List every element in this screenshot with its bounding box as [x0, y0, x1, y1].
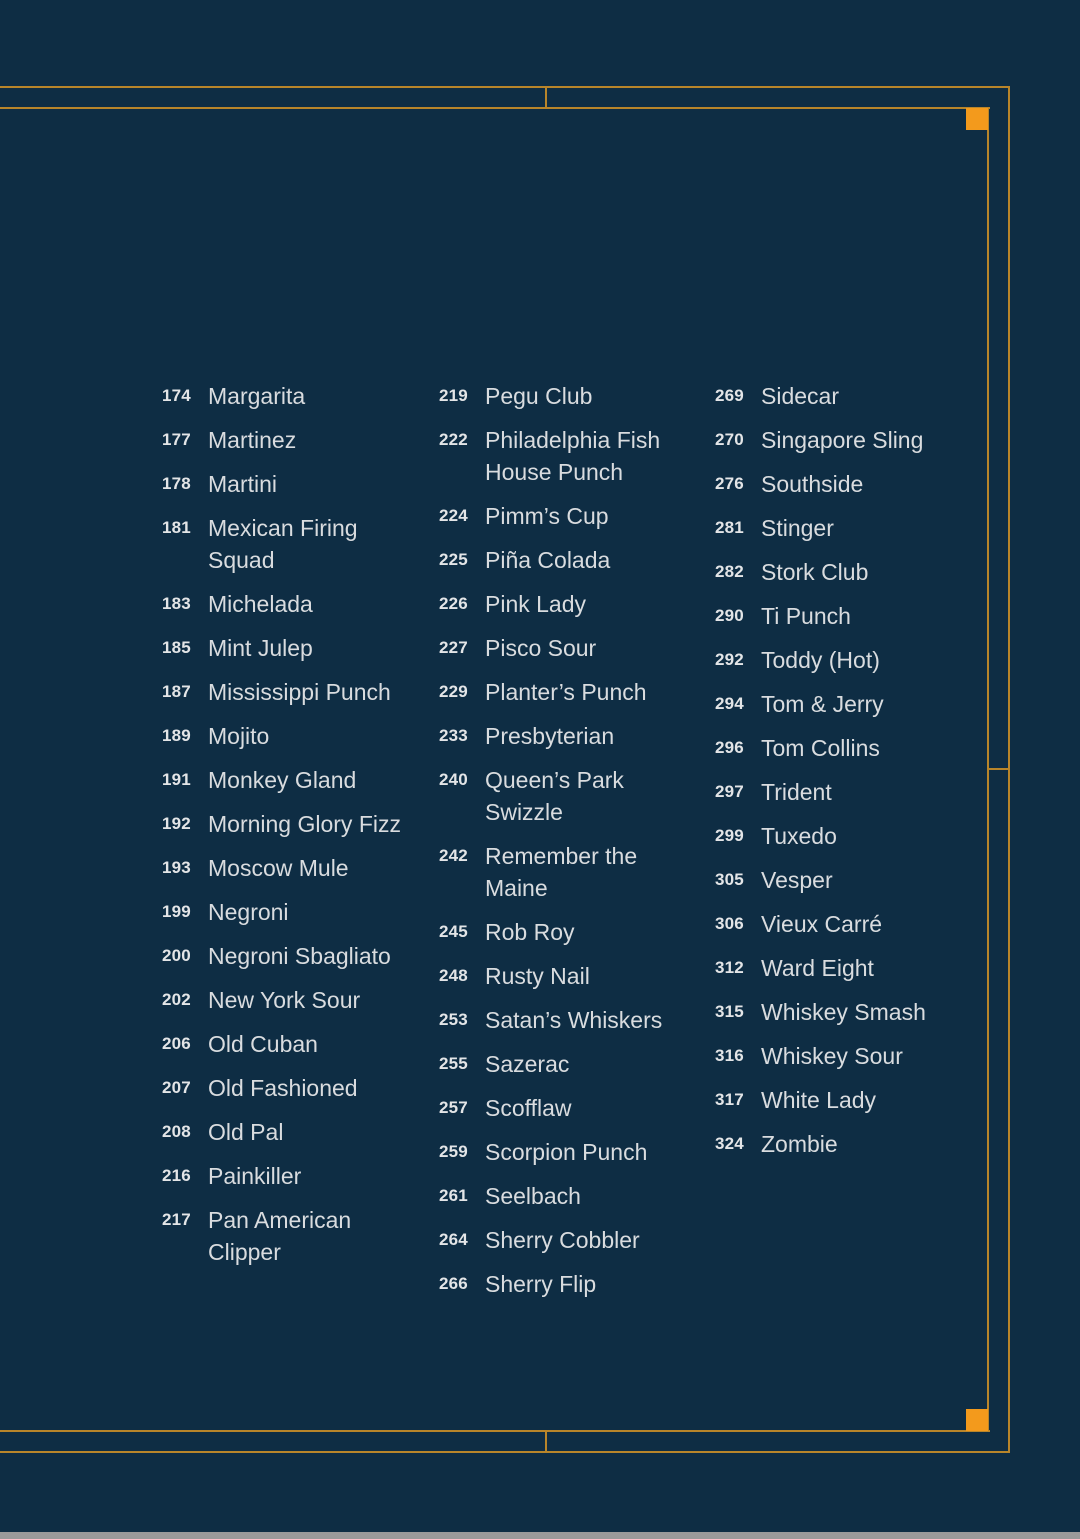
frame-bottom-tick: [545, 1430, 547, 1453]
index-entry: [715, 1084, 985, 1116]
index-entry: [715, 908, 985, 940]
page-number: 200: [162, 946, 191, 965]
page-number: 297: [715, 782, 744, 801]
index-entry: [439, 840, 709, 904]
index-column-2: [439, 380, 709, 1312]
cocktail-name: Whiskey Smash: [761, 999, 926, 1025]
cocktail-name: Mexican Firing Squad: [208, 515, 358, 573]
cocktail-name: Painkiller: [208, 1163, 302, 1189]
cocktail-name: Pink Lady: [485, 591, 587, 617]
cocktail-name: Michelada: [208, 591, 313, 617]
page-number: 299: [715, 826, 744, 845]
index-entry: [162, 984, 432, 1016]
cocktail-name: New York Sour: [208, 987, 361, 1013]
page-number: 192: [162, 814, 191, 833]
index-entry: [715, 1128, 985, 1160]
cocktail-name: Negroni: [208, 899, 289, 925]
page-number: 281: [715, 518, 744, 537]
index-entry: [715, 864, 985, 896]
page-number: 253: [439, 1010, 468, 1029]
page-number: 185: [162, 638, 191, 657]
index-entry: [162, 380, 432, 412]
page-number: 183: [162, 594, 191, 613]
index-entry: [439, 1048, 709, 1080]
frame-right-tick: [987, 768, 1010, 770]
page-number: 216: [162, 1166, 191, 1185]
index-entry: [715, 688, 985, 720]
page-number: 225: [439, 550, 468, 569]
page-number: 255: [439, 1054, 468, 1073]
index-entry: [439, 632, 709, 664]
page-number: 219: [439, 386, 468, 405]
corner-square-bottom: [966, 1409, 988, 1431]
page-number: 187: [162, 682, 191, 701]
page-number: 324: [715, 1134, 744, 1153]
cocktail-name: Tom Collins: [761, 735, 880, 761]
page-number: 305: [715, 870, 744, 889]
cocktail-name: Old Pal: [208, 1119, 284, 1145]
page-number: 206: [162, 1034, 191, 1053]
index-entry: [715, 732, 985, 764]
page-number: 292: [715, 650, 744, 669]
cocktail-name: Martinez: [208, 427, 297, 453]
index-entry: [162, 896, 432, 928]
page-number: 296: [715, 738, 744, 757]
page-number: 226: [439, 594, 468, 613]
page-number: 174: [162, 386, 191, 405]
index-entry: [162, 632, 432, 664]
cocktail-name: Pimm’s Cup: [485, 503, 609, 529]
cocktail-name: Scorpion Punch: [485, 1139, 648, 1165]
cocktail-name: Pisco Sour: [485, 635, 597, 661]
index-entry: [715, 512, 985, 544]
index-entry: [439, 544, 709, 576]
index-entry: [715, 996, 985, 1028]
cocktail-name: Whiskey Sour: [761, 1043, 903, 1069]
page-number: 261: [439, 1186, 468, 1205]
index-entry: [162, 852, 432, 884]
corner-square-top: [966, 108, 988, 130]
page-number: 315: [715, 1002, 744, 1021]
index-entry: [439, 1092, 709, 1124]
index-entry: [439, 380, 709, 412]
cocktail-name: Mojito: [208, 723, 270, 749]
cocktail-name: Singapore Sling: [761, 427, 924, 453]
frame-top-outer: [0, 86, 1010, 88]
page-number: 202: [162, 990, 191, 1009]
cocktail-name: Sidecar: [761, 383, 839, 409]
cocktail-name: Moscow Mule: [208, 855, 349, 881]
index-entry: [162, 940, 432, 972]
index-entry: [162, 1072, 432, 1104]
index-entry: [439, 1004, 709, 1036]
page-number: 306: [715, 914, 744, 933]
index-entry: [715, 600, 985, 632]
index-entry: [439, 1268, 709, 1300]
cocktail-name: Old Cuban: [208, 1031, 318, 1057]
page-number: 229: [439, 682, 468, 701]
page-number: 282: [715, 562, 744, 581]
page-number: 207: [162, 1078, 191, 1097]
page-number: 264: [439, 1230, 468, 1249]
page-number: 312: [715, 958, 744, 977]
index-entry: [439, 1224, 709, 1256]
page-number: 294: [715, 694, 744, 713]
index-entry: [162, 1116, 432, 1148]
page-number: 181: [162, 518, 191, 537]
index-entry: [162, 676, 432, 708]
index-entry: [439, 500, 709, 532]
page-number: 245: [439, 922, 468, 941]
page-number: 222: [439, 430, 468, 449]
cocktail-name: Negroni Sbagliato: [208, 943, 391, 969]
index-entry: [715, 644, 985, 676]
frame-bottom-outer: [0, 1451, 1010, 1453]
cocktail-name: Morning Glory Fizz: [208, 811, 401, 837]
page-number: 178: [162, 474, 191, 493]
cocktail-name: Planter’s Punch: [485, 679, 647, 705]
cocktail-name: Mint Julep: [208, 635, 313, 661]
bottom-edge-strip: [0, 1532, 1080, 1539]
cocktail-name: Philadelphia Fish House Punch: [485, 427, 661, 485]
index-entry: [715, 556, 985, 588]
index-entry: [439, 720, 709, 752]
frame-bottom-inner: [0, 1430, 990, 1432]
cocktail-name: Old Fashioned: [208, 1075, 358, 1101]
cocktail-name: Ti Punch: [761, 603, 851, 629]
cocktail-name: White Lady: [761, 1087, 877, 1113]
cocktail-name: Mississippi Punch: [208, 679, 391, 705]
index-entry: [162, 720, 432, 752]
index-entry: [162, 808, 432, 840]
cocktail-name: Martini: [208, 471, 278, 497]
cocktail-name: Tuxedo: [761, 823, 837, 849]
page-number: 227: [439, 638, 468, 657]
index-entry: [162, 588, 432, 620]
cocktail-name: Toddy (Hot): [761, 647, 880, 673]
page-number: 233: [439, 726, 468, 745]
index-entry: [162, 468, 432, 500]
index-entry: [162, 1160, 432, 1192]
index-entry: [439, 916, 709, 948]
frame-top-inner: [0, 107, 990, 109]
index-entry: [715, 1040, 985, 1072]
index-entry: [715, 776, 985, 808]
page-number: 248: [439, 966, 468, 985]
cocktail-name: Seelbach: [485, 1183, 581, 1209]
index-entry: [715, 952, 985, 984]
page-number: 199: [162, 902, 191, 921]
index-entry: [162, 1204, 432, 1268]
index-entry: [439, 1180, 709, 1212]
index-entry: [439, 764, 709, 828]
index-entry: [162, 1028, 432, 1060]
page-number: 177: [162, 430, 191, 449]
page-number: 266: [439, 1274, 468, 1293]
page-number: 217: [162, 1210, 191, 1229]
page-number: 276: [715, 474, 744, 493]
index-entry: [439, 676, 709, 708]
cocktail-name: Pan American Clipper: [208, 1207, 352, 1265]
cocktail-name: Pegu Club: [485, 383, 593, 409]
cocktail-name: Satan’s Whiskers: [485, 1007, 663, 1033]
cocktail-name: Piña Colada: [485, 547, 611, 573]
page-number: 191: [162, 770, 191, 789]
index-entry: [162, 764, 432, 796]
page-number: 193: [162, 858, 191, 877]
page-number: 257: [439, 1098, 468, 1117]
index-entry: [715, 468, 985, 500]
page-number: 189: [162, 726, 191, 745]
cocktail-name: Presbyterian: [485, 723, 615, 749]
cocktail-name: Queen’s Park Swizzle: [485, 767, 624, 825]
cocktail-name: Margarita: [208, 383, 306, 409]
index-column-3: [715, 380, 985, 1172]
cocktail-name: Sherry Cobbler: [485, 1227, 640, 1253]
page-number: 259: [439, 1142, 468, 1161]
index-entry: [715, 820, 985, 852]
cocktail-name: Ward Eight: [761, 955, 874, 981]
cocktail-name: Stork Club: [761, 559, 869, 585]
index-column-1: [162, 380, 432, 1280]
cocktail-name: Stinger: [761, 515, 834, 541]
index-entry: [715, 424, 985, 456]
page-number: 316: [715, 1046, 744, 1065]
index-entry: [162, 512, 432, 576]
page-number: 208: [162, 1122, 191, 1141]
cocktail-name: Scofflaw: [485, 1095, 572, 1121]
cocktail-name: Vieux Carré: [761, 911, 883, 937]
index-entry: [439, 424, 709, 488]
cocktail-name: Zombie: [761, 1131, 838, 1157]
index-entry: [439, 588, 709, 620]
cocktail-name: Sazerac: [485, 1051, 570, 1077]
cocktail-name: Vesper: [761, 867, 833, 893]
page-number: 224: [439, 506, 468, 525]
cocktail-name: Rob Roy: [485, 919, 575, 945]
index-entry: [162, 424, 432, 456]
page-number: 290: [715, 606, 744, 625]
cocktail-name: Remember the Maine: [485, 843, 638, 901]
index-entry: [715, 380, 985, 412]
page-number: 240: [439, 770, 468, 789]
cocktail-name: Rusty Nail: [485, 963, 590, 989]
page-number: 317: [715, 1090, 744, 1109]
page-number: 270: [715, 430, 744, 449]
cocktail-name: Tom & Jerry: [761, 691, 884, 717]
page-number: 269: [715, 386, 744, 405]
cocktail-name: Monkey Gland: [208, 767, 357, 793]
cocktail-name: Trident: [761, 779, 832, 805]
frame-top-tick: [545, 86, 547, 109]
page-number: 242: [439, 846, 468, 865]
index-entry: [439, 960, 709, 992]
cocktail-name: Southside: [761, 471, 864, 497]
cocktail-name: Sherry Flip: [485, 1271, 597, 1297]
index-entry: [439, 1136, 709, 1168]
